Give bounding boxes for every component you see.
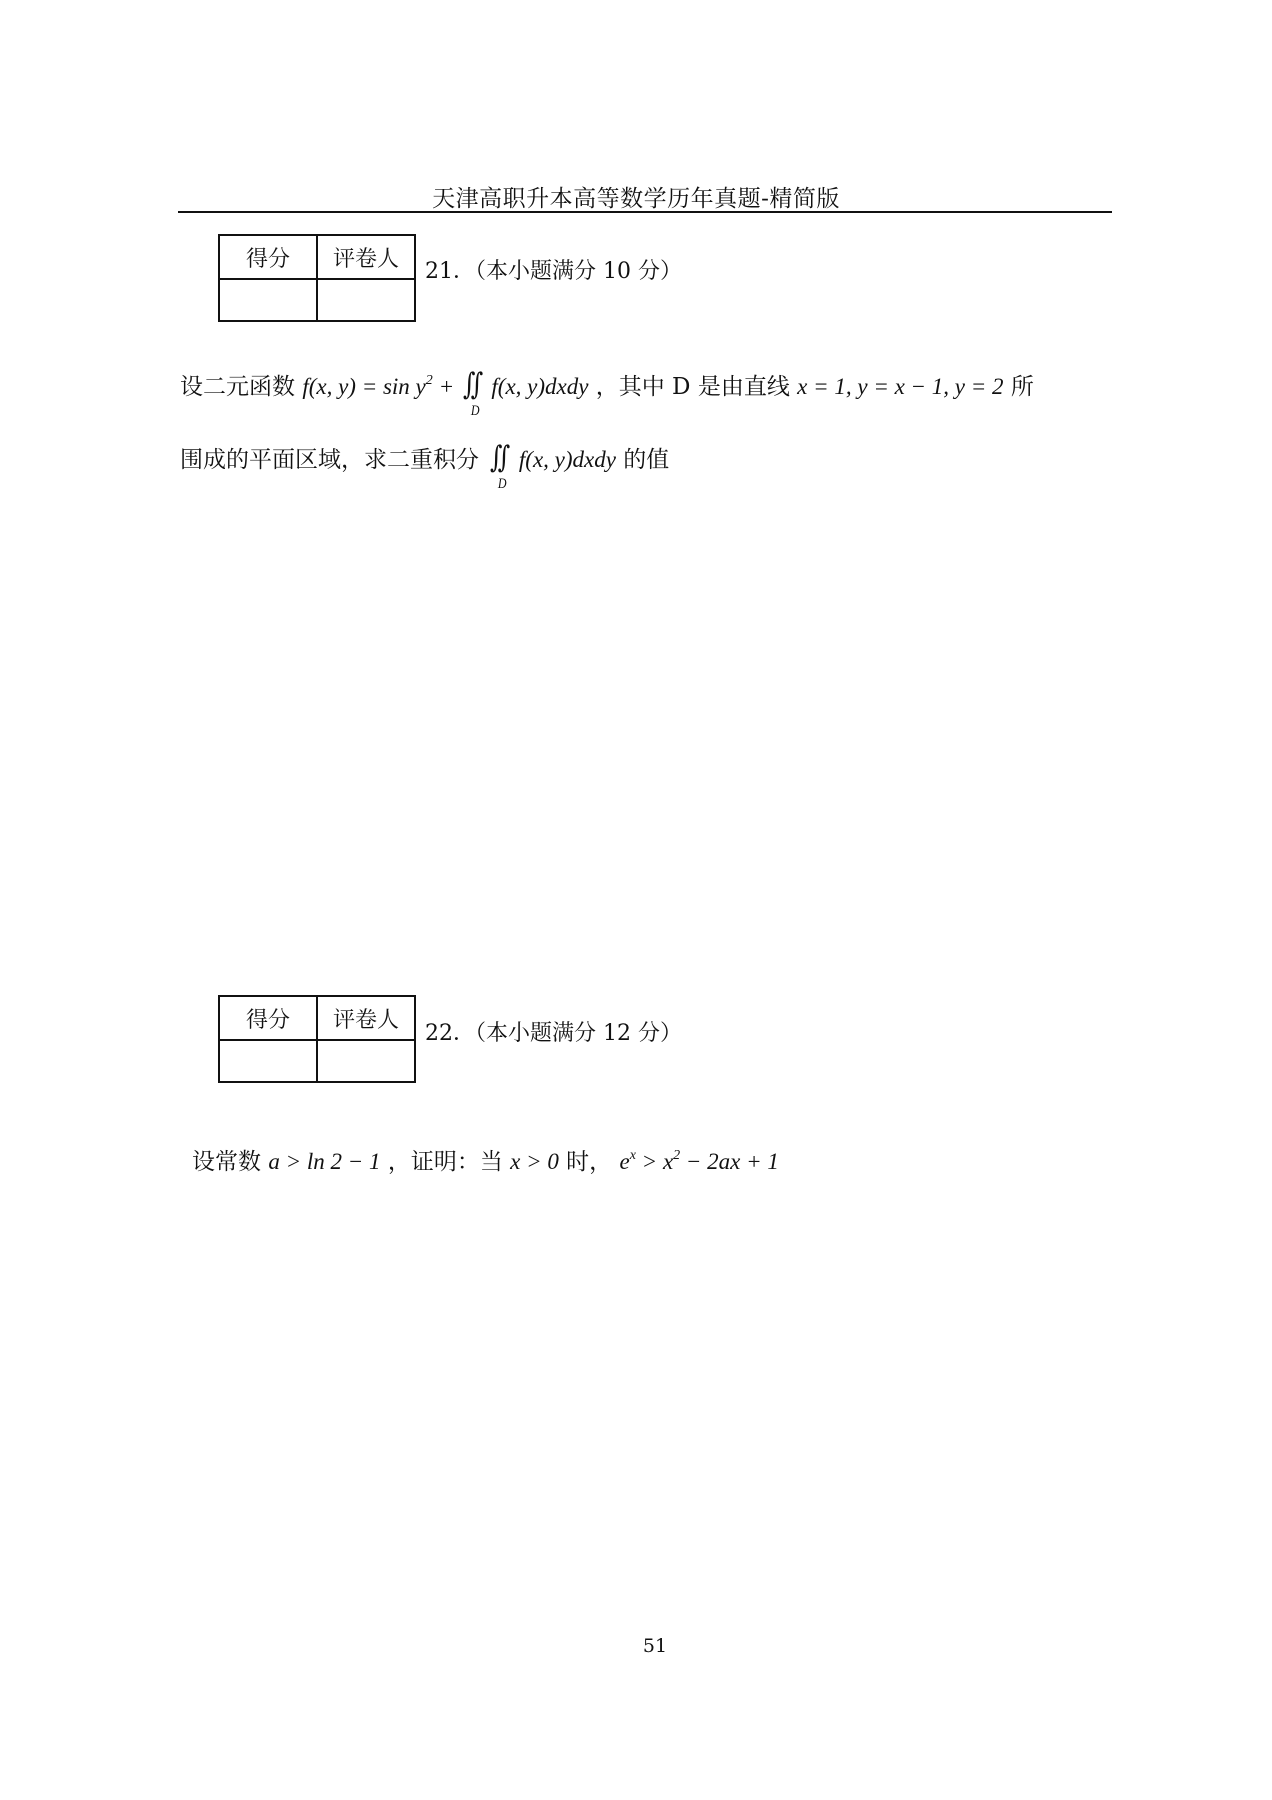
- grader-label: 评卷人: [317, 235, 415, 279]
- q21-plus: +: [440, 374, 459, 399]
- q22-mid-2: 时，: [566, 1149, 613, 1175]
- score-label: 得分: [219, 996, 317, 1040]
- question-21-heading: 21．（本小题满分 10 分）: [425, 259, 682, 284]
- question-21-line-1: [180, 367, 1034, 419]
- q22-ineq-exp2: 2: [673, 1148, 681, 1163]
- grader-cell[interactable]: [317, 279, 415, 321]
- double-integral-icon: ∫∫ D: [490, 440, 506, 492]
- q22-condition-2: x > 0: [510, 1149, 559, 1174]
- page-header-title: 天津高职升本高等数学历年真题-精简版: [432, 186, 840, 212]
- q21-line2-suffix: 的值: [623, 447, 670, 473]
- q22-condition: a > ln 2 − 1: [268, 1149, 381, 1174]
- region-d-label: D: [498, 476, 503, 492]
- question-22-heading: 22．（本小题满分 12 分）: [425, 1021, 682, 1046]
- question-21-line-2: [180, 440, 670, 492]
- page-number: 51: [642, 1635, 668, 1657]
- q22-prefix: 设常数: [192, 1149, 261, 1175]
- region-d-label: D: [470, 403, 475, 419]
- score-cell[interactable]: [219, 279, 317, 321]
- q21-mid: ，其中 D 是由直线: [595, 374, 790, 400]
- q21-formula-a: f(x, y) = sin y: [302, 374, 426, 399]
- q22-ineq-c: − 2ax + 1: [680, 1149, 779, 1174]
- q21-integrand: f(x, y)dxdy: [491, 374, 589, 399]
- q22-mid: ，证明：当: [387, 1149, 503, 1175]
- q21-lines: x = 1, y = x − 1, y = 2: [797, 374, 1004, 399]
- q21-integrand-2: f(x, y)dxdy: [518, 447, 616, 472]
- q22-ineq-exp: x: [629, 1148, 636, 1163]
- score-cell[interactable]: [219, 1040, 317, 1082]
- score-table-21: [218, 234, 416, 322]
- double-integral-icon: ∫∫ D: [462, 367, 479, 419]
- q21-prefix: 设二元函数: [180, 374, 295, 400]
- grader-cell[interactable]: [317, 1040, 415, 1082]
- header-rule: [178, 211, 1112, 213]
- q21-line2-prefix: 围成的平面区域，求二重积分: [180, 447, 479, 473]
- grader-label: 评卷人: [317, 996, 415, 1040]
- q21-suffix: 所: [1010, 374, 1034, 400]
- q22-ineq-e: e: [619, 1149, 630, 1174]
- score-label: 得分: [219, 235, 317, 279]
- q22-ineq-b: > x: [635, 1149, 674, 1174]
- score-table-22: [218, 995, 416, 1083]
- q21-exponent: 2: [425, 373, 433, 388]
- question-22-statement: [192, 1143, 779, 1176]
